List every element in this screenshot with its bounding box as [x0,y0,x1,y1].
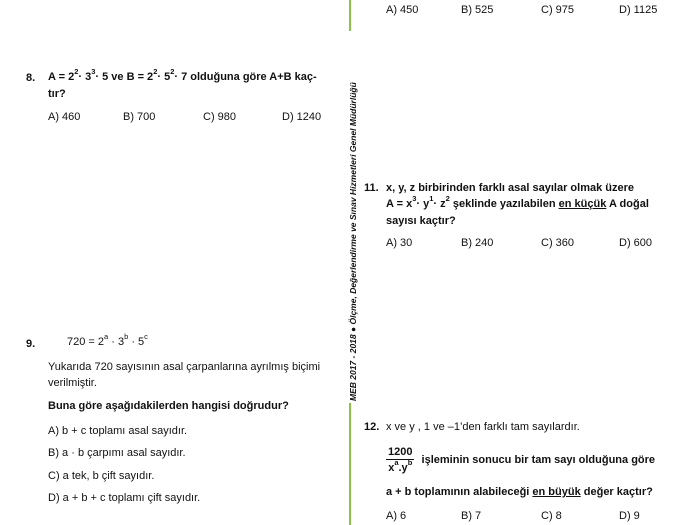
q11-option-a[interactable]: A) 30 [386,237,413,249]
emphasis-en-kucuk: en küçük [558,198,607,210]
question-12-line1: x ve y , 1 ve –1’den farklı tam sayılardır. [386,421,580,433]
fraction-numerator: 1200 [388,446,413,458]
q9-option-c[interactable]: C) a tek, b çift sayıdır. [48,470,155,482]
q12-option-c[interactable]: C) 8 [541,510,562,522]
top-option-a[interactable]: A) 450 [386,4,419,16]
question-12-line3: a + b toplamının alabileceği en büyük değer kaçtır? [386,486,653,498]
q8-option-b[interactable]: B) 700 [123,111,156,123]
question-11-line2: $A = x^3\cdot y^1\cdot z^2$ şeklinde yazılabilen en küçük A doğal [386,194,649,210]
q12-option-a[interactable]: A) 6 [386,510,407,522]
q9-option-b[interactable]: B) a · b çarpımı asal sayıdır. [48,447,186,459]
question-9-equation: $720 = 2^a \cdot 3^b \cdot 5^c$ [67,332,148,348]
q8-option-c[interactable]: C) 980 [203,111,237,123]
q8-option-d[interactable]: D) 1240 [282,111,322,123]
fraction [386,446,414,474]
top-option-d[interactable]: D) 1125 [619,4,658,16]
question-9-question: Buna göre aşağıdakilerden hangisi doğrudur? [48,400,289,412]
question-9-desc-line1: Yukarıda 720 sayısının asal çarpanlarına ayrılmış biçimi [48,361,321,373]
question-11-line3: sayısı kaçtır? [386,215,456,227]
question-12-line2: işleminin sonucu bir tam sayı olduğuna göre [421,454,656,466]
q12-option-d[interactable]: D) 9 [619,510,640,522]
q11-option-c[interactable]: C) 360 [541,237,575,249]
q8-option-a[interactable]: A) 460 [48,111,81,123]
sidebar-vertical-text: MEB 2017 - 2018 ● Ölçme, Değerlendirme ve Sınav Hizmetleri Genel Müdürlüğü [348,31,360,403]
question-9-number: 9. [26,338,36,350]
q9-option-d[interactable]: D) a + b + c toplamı çift sayıdır. [48,492,201,504]
emphasis-en-buyuk: en büyük [532,486,581,498]
top-option-b[interactable]: B) 525 [461,4,494,16]
top-option-c[interactable]: C) 975 [541,4,575,16]
question-8-number: 8. [26,72,36,84]
question-9-desc-line2: verilmiştir. [48,377,97,389]
question-11-number: 11. [364,182,379,194]
q11-option-d[interactable]: D) 600 [619,237,653,249]
question-8-line2: tır? [48,88,66,100]
q12-option-b[interactable]: B) 7 [461,510,482,522]
question-12-number: 12. [364,421,380,433]
q11-option-b[interactable]: B) 240 [461,237,494,249]
fraction-denominator: $x^a.y^b$ [388,458,413,474]
question-11-line1: x, y, z birbirinden farklı asal sayılar olmak üzere [386,182,635,194]
q9-option-a[interactable]: A) b + c toplamı asal sayıdır. [48,425,188,437]
question-12-fraction-line [386,446,655,474]
question-8-line1: $A = 2^2\cdot 3^3\cdot 5$ ve $B = 2^2\cdot 5^2\cdot 7$ olduğuna göre A+B kaç- [48,67,317,83]
